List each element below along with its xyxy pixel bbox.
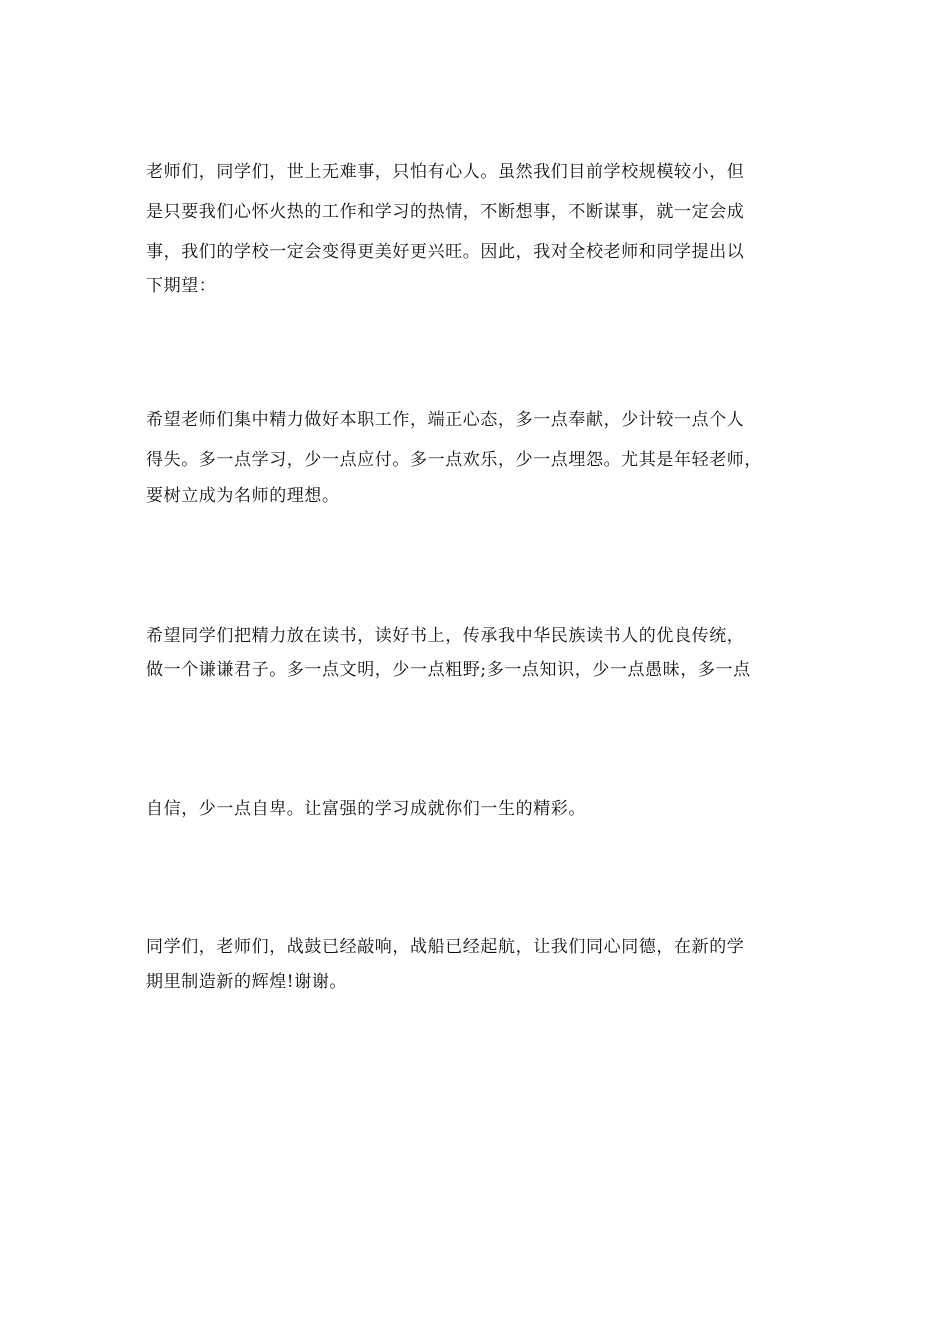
paragraph-line: 希望老师们集中精力做好本职工作，端正心态，多一点奉献，少计较一点个人 <box>146 410 745 430</box>
paragraph-line: 希望同学们把精力放在读书，读好书上，传承我中华民族读书人的优良传统， <box>146 626 745 646</box>
paragraph-line: 老师们，同学们，世上无难事，只怕有心人。虽然我们目前学校规模较小，但 <box>146 162 745 182</box>
paragraph-line: 得失。多一点学习，少一点应付。多一点欢乐，少一点埋怨。尤其是年轻老师， <box>146 450 762 470</box>
paragraph-line: 做一个谦谦君子。多一点文明，少一点粗野;多一点知识，少一点愚昧，多一点 <box>146 660 751 680</box>
paragraph-line: 下期望： <box>146 276 217 296</box>
paragraph-line: 要树立成为名师的理想。 <box>146 486 340 506</box>
paragraph-line: 事，我们的学校一定会变得更美好更兴旺。因此，我对全校老师和同学提出以 <box>146 242 745 262</box>
paragraph-line: 是只要我们心怀火热的工作和学习的热情，不断想事，不断谋事，就一定会成 <box>146 202 745 222</box>
paragraph-line: 期里制造新的辉煌!谢谢。 <box>146 972 348 992</box>
paragraph-line: 自信，少一点自卑。让富强的学习成就你们一生的精彩。 <box>146 799 586 819</box>
paragraph-line: 同学们，老师们，战鼓已经敲响，战船已经起航，让我们同心同德，在新的学 <box>146 937 745 957</box>
